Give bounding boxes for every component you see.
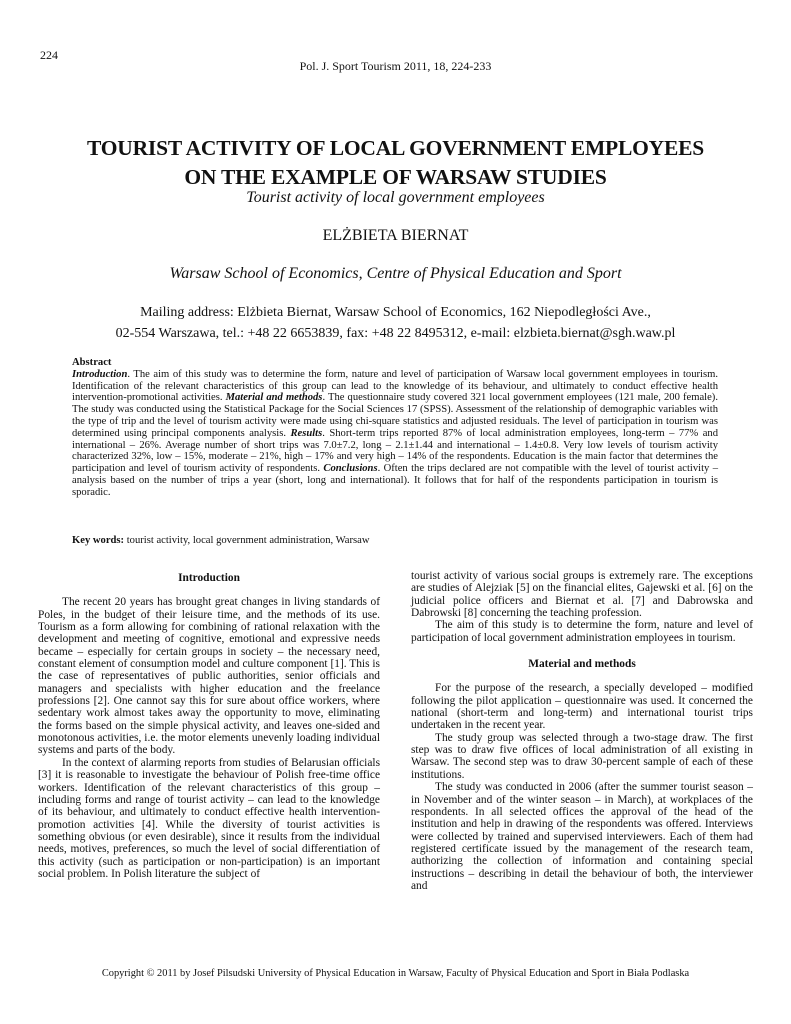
right-paragraph-1: tourist activity of various social groups is extremely rare. The exceptions are studies of Alejziak [5] on the financial elites, Gajewski et al. [6] on the judicial police officers and Biernat et al. [7] and Dabrowska and Dabrowski [8] concerning the teaching profession. (411, 570, 753, 620)
title-line-2: ON THE EXAMPLE OF WARSAW STUDIES (184, 165, 607, 189)
right-column (411, 570, 753, 892)
journal-reference: Pol. J. Sport Tourism 2011, 18, 224-233 (299, 59, 492, 73)
left-column (38, 570, 380, 880)
abstract-conclusions-label: Conclusions (323, 463, 378, 475)
page-number: 224 (40, 48, 58, 62)
abstract-methods-label: Material and methods (225, 392, 323, 404)
mailing-address (30, 302, 761, 344)
mailing-line-1: Mailing address: Elżbieta Biernat, Warsaw School of Economics, 162 Niepodległości Ave., (140, 305, 651, 320)
title-line-1: TOURIST ACTIVITY OF LOCAL GOVERNMENT EMPLOYEES (86, 136, 705, 160)
abstract-methods-text: . The questionnaire study covered 321 local government employees (121 male, 200 female). The study was conducted using the Statistical Package for the Social Sciences 17 (SPSS). Assessment of the relationship of demographic variables with the type of trip and the level of tourism activity were made using chi-square statistics and adjusted residuals. The level of participation in tourism was determined using principal components analysis. (72, 392, 718, 439)
abstract (72, 357, 718, 499)
methods-paragraph-3: The study was conducted in 2006 (after the summer tourist season – in November and of the winter season – in March), at workplaces of the respondents. In all selected offices the approval of the head of the institution and help in drawing of the respondents was offered. Interviews were collected by trained and supervised interviewers. Each of them had registered certificate issued by the management of the research team, authorizing the collection of information and containing special instructions – describing in detail the behaviour of both, the interviewer and (411, 781, 753, 892)
keywords-label: Key words: (72, 535, 125, 546)
abstract-intro-text: . The aim of this study was to determine the form, nature and level of participation of Warsaw local government employees in tourism. Identification of the relevant characteristics of this group can lead to the knowledge of its behaviour, and ultimately to conduct effective health intervention-promotional activities. (72, 368, 718, 404)
abstract-heading: Abstract (72, 357, 112, 368)
intro-paragraph-1: The recent 20 years has brought great changes in living standards of Poles, in the budget of their leisure time, and the methods of its use. Tourism as a form allowing for combining of rational relaxation with the development and meeting of cognitive, emotional and expressive needs became – especially for certain groups in society – the necessary need, constant element of consumption model and culture component [1]. This is the case of representatives of public authorities, senior officials and managers and specialists with higher education and the freelance professions [2]. One cannot say this for sure about office workers, where sedentary work almost takes away the opportunity to move, eliminating the forms based on the simple physical activity, and leaves one-sided and monotonous activities, i.e. the motor elements unevenly loading individual systems and parts of the body. (38, 596, 380, 757)
abstract-results-text: . Short-term trips reported 87% of local administration employees, long-term – 77% and international – 26%. Average number of short trips was 7.0±7.2, long – 2.1±1.44 and international – 1.4±0.8. Very low levels of tourism activity characterized 32%, low – 15%, moderate – 21%, high – 17% and very high – 14% of the respondents. Education is the main factor that determines the participation and level of tourism activity of respondents. (72, 427, 718, 475)
abstract-intro-label: Introduction (72, 368, 128, 380)
methods-paragraph-2: The study group was selected through a two-stage draw. The first step was to draw five offices of local administration of all existing in Warsaw. The second step was to draw 30-percent sample of each of these institutions. (411, 731, 753, 781)
copyright-footer: Copyright © 2011 by Josef Pilsudski University of Physical Education in Warsaw, Faculty of Physical Education and Sport in Biała Podlaska (101, 968, 690, 979)
author-affiliation: Warsaw School of Economics, Centre of Physical Education and Sport (169, 265, 622, 282)
article-subtitle: Tourist activity of local government employees (246, 189, 545, 206)
abstract-results-label: Results (290, 427, 323, 439)
methods-heading: Material and methods (528, 658, 636, 671)
author-name: ELŻBIETA BIERNAT (322, 227, 469, 244)
abstract-conclusions-text: . Often the trips declared are not compatible with the level of tourist activity – analysis based on the number of trips a year (short, long and international). It follows that for half of the respondents participation in tourism is sporadic. (72, 463, 718, 498)
mailing-line-2: 02-554 Warszawa, tel.: +48 22 6653839, fax: +48 22 8495312, e-mail: elzbieta.biernat@sgh.waw.pl (115, 326, 676, 341)
right-paragraph-2: The aim of this study is to determine the form, nature and level of participation of local government administration employees in tourism. (411, 619, 753, 644)
methods-paragraph-1: For the purpose of the research, a specially developed – modified following the pilot application – questionnaire was used. It concerned the national (short-term and long-term) and international tourist trips undertaken in the recent year. (411, 682, 753, 732)
article-title (40, 134, 751, 192)
keywords (72, 535, 718, 546)
intro-paragraph-2: In the context of alarming reports from studies of Belarusian officials [3] it is reasonable to investigate the behaviour of Polish free-time office workers. Identification of the relevant characteristics of this group – including forms and range of tourist activity – can lead to the knowledge of its behaviour, and ultimately to conduct effective health intervention-promotion activities [4]. While the diversity of tourist activities is something obvious (or even desirable), since it results from the individual needs, motives, preferences, so much the level of social differentiation of this activity (such as participation or non-participation) is an important social problem. In Polish literature the subject of (38, 756, 380, 880)
abstract-body (72, 369, 718, 499)
introduction-heading: Introduction (178, 572, 240, 584)
keywords-text: tourist activity, local government administration, Warsaw (124, 535, 370, 546)
